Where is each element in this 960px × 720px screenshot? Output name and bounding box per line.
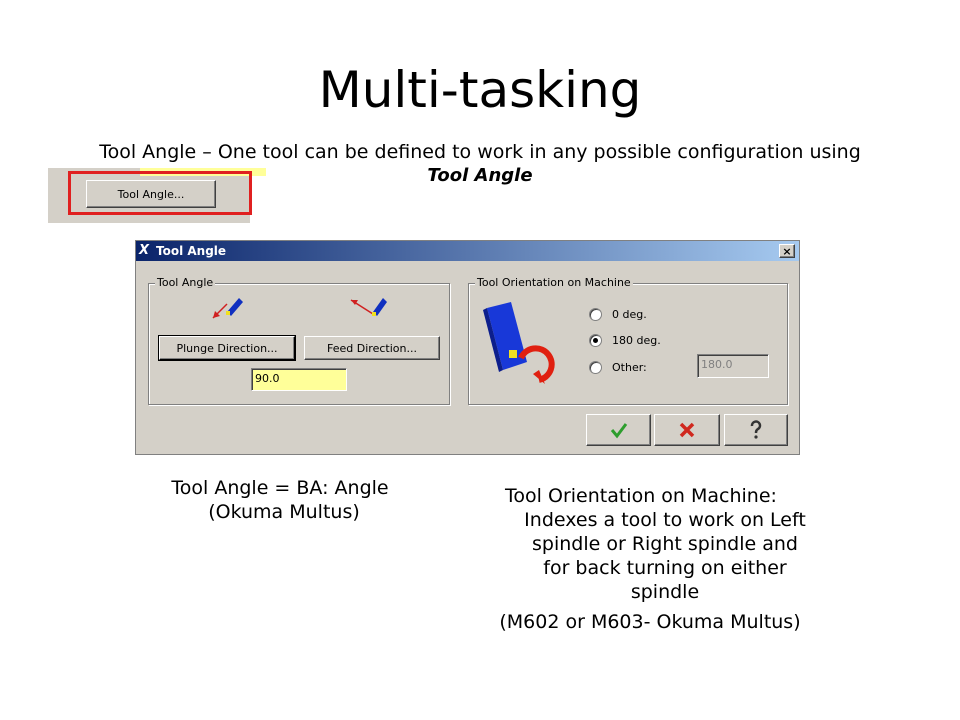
radio-other[interactable] [589, 361, 647, 374]
right-note-line2: Indexes a tool to work on Left [524, 509, 806, 531]
dialog-titlebar [136, 241, 799, 261]
other-angle-input[interactable]: 180.0 [697, 354, 769, 378]
slide-title: Multi-tasking [318, 61, 642, 119]
ok-button[interactable] [586, 414, 651, 446]
tool-angle-button[interactable]: Tool Angle... [86, 180, 216, 208]
x-icon [678, 421, 696, 439]
radio-180-deg-circle[interactable] [589, 334, 602, 347]
help-button[interactable] [724, 414, 788, 446]
tool-orientation-icon [481, 298, 559, 384]
tool-angle-group-label: Tool Angle [157, 276, 214, 289]
right-note [470, 484, 860, 634]
right-note-line3: spindle or Right spindle and [532, 533, 798, 555]
radio-0-deg-circle[interactable] [589, 308, 602, 321]
right-note-line4: for back turning on either [543, 557, 787, 579]
cancel-button[interactable] [654, 414, 720, 446]
feed-direction-button[interactable]: Feed Direction... [304, 336, 440, 360]
app-logo-icon: X [139, 243, 150, 258]
highlight-box [68, 171, 252, 215]
plunge-direction-button[interactable]: Plunge Direction... [159, 336, 295, 360]
check-icon [609, 421, 629, 439]
right-note-line6: (M602 or M603- Okuma Multus) [499, 611, 801, 633]
radio-other-circle[interactable] [589, 361, 602, 374]
subtitle-emphasis: Tool Angle [427, 165, 533, 186]
tool-angle-button-snippet [48, 168, 250, 223]
close-button[interactable]: × [779, 244, 795, 258]
tool-orientation-group [468, 276, 788, 405]
radio-180-deg[interactable] [589, 334, 661, 347]
left-note-line1: Tool Angle = BA: Angle [171, 477, 389, 499]
subtitle-text: Tool Angle – One tool can be defined to work in any possible configuration using [99, 141, 861, 163]
right-note-line1: Tool Orientation on Machine: [505, 485, 777, 507]
radio-0-deg[interactable] [589, 308, 647, 321]
plunge-direction-icon [209, 292, 249, 322]
left-note [140, 476, 420, 524]
tool-angle-dialog [135, 240, 800, 455]
radio-0-deg-label: 0 deg. [612, 308, 647, 321]
radio-180-deg-label: 180 deg. [612, 334, 661, 347]
feed-direction-icon [349, 292, 389, 322]
tool-angle-input[interactable]: 90.0 [251, 368, 347, 391]
question-icon [747, 420, 765, 440]
left-note-line2: (Okuma Multus) [208, 501, 360, 523]
right-note-line5: spindle [630, 581, 700, 603]
tool-orientation-group-label: Tool Orientation on Machine [477, 276, 631, 289]
radio-other-label: Other: [612, 361, 647, 374]
dialog-title: Tool Angle [156, 244, 227, 258]
tool-angle-group [148, 276, 450, 405]
